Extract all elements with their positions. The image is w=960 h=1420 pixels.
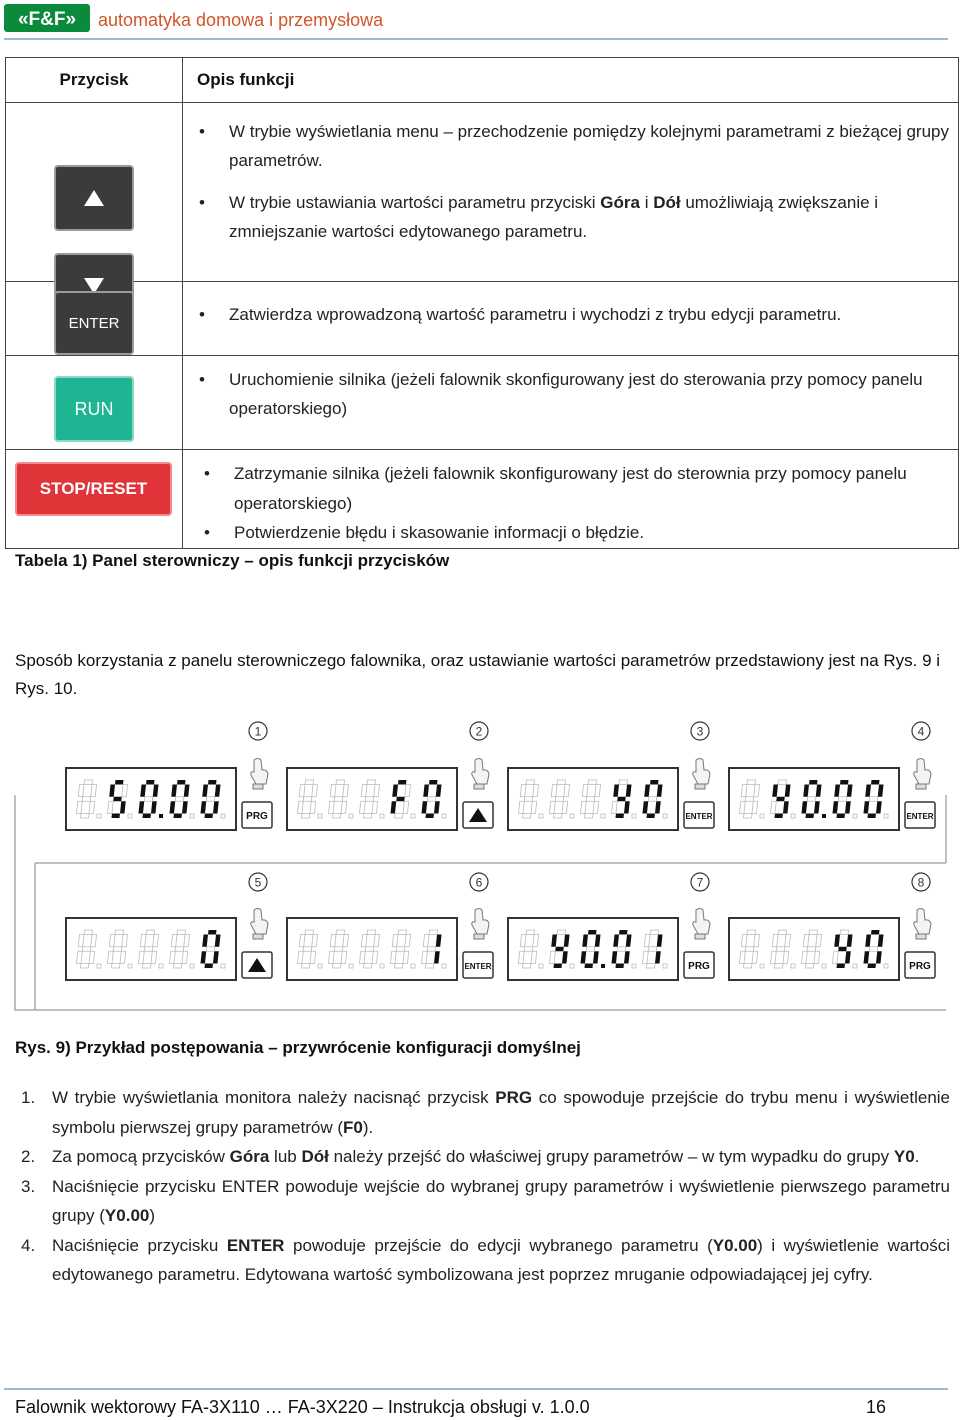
lcd-segment xyxy=(809,780,817,785)
key-label: PRG xyxy=(909,961,931,972)
lcd-segment xyxy=(113,797,121,802)
key-label: ENTER xyxy=(464,962,492,971)
run-key: RUN xyxy=(54,376,134,442)
lcd-segment xyxy=(868,964,876,969)
brand-logo xyxy=(4,4,90,32)
lcd-segment xyxy=(588,930,596,935)
hand-shape xyxy=(251,909,268,935)
lcd-display xyxy=(66,918,236,980)
lcd-segment xyxy=(555,947,563,952)
lcd-segment xyxy=(840,780,848,785)
list-item: • Potwierdzenie błędu i skasowanie informacji o błędzie. xyxy=(234,518,958,548)
lcd-segment xyxy=(205,964,213,969)
lcd-segment xyxy=(650,780,658,785)
table-header-button: Przycisk xyxy=(6,58,183,103)
step-number: 6 xyxy=(475,875,483,890)
step-number: 1. xyxy=(21,1088,36,1107)
lcd-display xyxy=(729,918,899,980)
lcd-segment xyxy=(619,930,627,935)
lcd-dot xyxy=(601,964,605,968)
press-hand-icon xyxy=(472,909,489,940)
lcd-segment xyxy=(174,814,182,819)
step-marker xyxy=(912,722,930,740)
step-marker xyxy=(249,873,267,891)
lcd-display xyxy=(508,768,678,830)
panel-key xyxy=(242,802,272,828)
enter-key: ENTER xyxy=(54,291,134,355)
table-cell-description xyxy=(183,450,959,549)
press-hand-icon xyxy=(914,759,931,790)
table-cell-description xyxy=(183,103,959,282)
hand-shape xyxy=(693,909,710,935)
hand-cuff xyxy=(253,784,263,789)
step-marker xyxy=(691,873,709,891)
lcd-segment xyxy=(871,780,879,785)
table-cell-button xyxy=(6,103,183,282)
lcd-display xyxy=(287,918,457,980)
press-hand-icon xyxy=(693,909,710,940)
instruction-step: 4. Naciśnięcie przycisku ENTER powoduje przejście do edycji wybranego parametru (Y0.00) i wyświetlenie wartości edytowanego parametru. Edytowana wartość symbolizowana jest poprzez mruganie odpowiadającej jej cyfry. xyxy=(15,1231,950,1290)
up-arrow-icon xyxy=(83,189,105,207)
press-hand-icon xyxy=(251,759,268,790)
brand-tagline: automatyka domowa i przemysłowa xyxy=(98,10,384,30)
lcd-frame xyxy=(287,768,457,830)
table-cell-button xyxy=(6,282,183,356)
lcd-segment xyxy=(396,797,404,802)
list-item: • W trybie wyświetlania menu – przechodzenie pomiędzy kolejnymi parametrami z bieżącej grupy parametrów. xyxy=(229,117,958,188)
lcd-segment xyxy=(143,814,151,819)
key-label: ENTER xyxy=(685,812,713,821)
lcd-segment xyxy=(775,814,783,819)
instruction-step: 1. W trybie wyświetlania monitora należy nacisnąć przycisk PRG co spowoduje przejście do trybu menu i wyświetlenie symbolu pierwszej grupy parametrów (F0). xyxy=(15,1083,950,1142)
lcd-segment xyxy=(426,814,434,819)
hand-shape xyxy=(472,759,489,785)
step-marker xyxy=(691,722,709,740)
intro-paragraph: Sposób korzystania z panelu sterowniczego falownika, oraz ustawianie wartości parametrów przedstawiony jest na Rys. 9 i Rys. 10. xyxy=(15,651,941,698)
figure-caption: Rys. 9) Przykład postępowania – przywrócenie konfiguracji domyślnej xyxy=(15,1038,581,1057)
table-cell-description xyxy=(183,282,959,356)
lcd-display xyxy=(508,918,678,980)
table-cell-button xyxy=(6,356,183,450)
lcd-segment xyxy=(208,780,216,785)
lcd-segment xyxy=(837,964,845,969)
lcd-segment xyxy=(115,780,123,785)
lcd-frame xyxy=(508,918,678,980)
press-hand-icon xyxy=(693,759,710,790)
stop-reset-key: STOP/RESET xyxy=(15,462,172,516)
lcd-segment xyxy=(177,780,185,785)
list-item: • Uruchomienie silnika (jeżeli falownik skonfigurowany jest do sterowania przy pomocy panelu operatorskiego) xyxy=(229,365,958,423)
step-number: 8 xyxy=(917,875,925,890)
lcd-frame xyxy=(508,768,678,830)
header-divider xyxy=(4,38,948,40)
hand-shape xyxy=(914,759,931,785)
lcd-display xyxy=(287,768,457,830)
lcd-segment xyxy=(806,814,814,819)
panel-key xyxy=(905,952,935,978)
lcd-segment xyxy=(617,797,625,802)
panel-key xyxy=(684,802,714,828)
lcd-display xyxy=(729,768,899,830)
svg-text:«F&F»: «F&F» xyxy=(17,9,77,30)
hand-shape xyxy=(914,909,931,935)
hand-shape xyxy=(472,909,489,935)
lcd-segment xyxy=(398,780,406,785)
lcd-segment xyxy=(146,780,154,785)
table-cell-button xyxy=(6,450,183,549)
step-number: 3. xyxy=(21,1176,36,1196)
step-marker xyxy=(912,873,930,891)
list-item: • Zatwierdza wprowadzoną wartość parametru i wychodzi z trybu edycji parametru. xyxy=(229,300,958,329)
list-item: • W trybie ustawiania wartości parametru przyciski Góra i Dół umożliwiają zwiększanie i zmniejszanie wartości edytowanego parametru. xyxy=(229,188,958,246)
lcd-segment xyxy=(616,814,624,819)
up-key xyxy=(54,165,134,231)
panel-key xyxy=(463,952,493,978)
hand-shape xyxy=(693,759,710,785)
step-number: 4. xyxy=(21,1235,36,1255)
lcd-segment xyxy=(208,930,216,935)
press-hand-icon xyxy=(251,909,268,940)
lcd-frame xyxy=(287,918,457,980)
step-marker xyxy=(249,722,267,740)
lcd-segment xyxy=(837,814,845,819)
hand-cuff xyxy=(253,934,263,939)
lcd-frame xyxy=(66,768,236,830)
footer-divider xyxy=(4,1388,948,1390)
lcd-segment xyxy=(647,814,655,819)
instruction-list xyxy=(15,1083,950,1290)
lcd-segment xyxy=(554,964,562,969)
hand-cuff xyxy=(916,934,926,939)
hand-shape xyxy=(251,759,268,785)
hand-cuff xyxy=(916,784,926,789)
panel-key xyxy=(905,802,935,828)
instruction-step: 2. Za pomocą przycisków Góra lub Dół należy przejść do właściwej grupy parametrów – w tym wypadku do grupy Y0. xyxy=(15,1142,950,1172)
page-number: 16 xyxy=(866,1397,887,1417)
step-marker xyxy=(470,873,488,891)
step-number: 2 xyxy=(475,724,483,739)
press-hand-icon xyxy=(472,759,489,790)
lcd-segment xyxy=(112,814,120,819)
lcd-segment xyxy=(429,780,437,785)
lcd-frame xyxy=(729,918,899,980)
press-hand-icon xyxy=(914,909,931,940)
step-number: 7 xyxy=(696,875,704,890)
lcd-segment xyxy=(585,964,593,969)
instruction-step: 3. Naciśnięcie przycisku ENTER powoduje wejście do wybranej grupy parametrów i wyświetlenie pierwszego parametru grupy (Y0.00) xyxy=(15,1172,950,1231)
hand-cuff xyxy=(695,934,705,939)
lcd-frame xyxy=(66,918,236,980)
lcd-segment xyxy=(871,930,879,935)
lcd-segment xyxy=(776,797,784,802)
lcd-dot xyxy=(822,814,826,818)
panel-key xyxy=(463,802,493,828)
procedure-figure xyxy=(0,710,960,1020)
lcd-segment xyxy=(205,814,213,819)
lcd-segment xyxy=(838,947,846,952)
step-number: 1 xyxy=(254,724,262,739)
table-header-description: Opis funkcji xyxy=(183,58,959,103)
key-label: PRG xyxy=(688,961,710,972)
key-label: PRG xyxy=(246,811,268,822)
hand-cuff xyxy=(474,784,484,789)
footer-title: Falownik wektorowy FA-3X110 … FA-3X220 – Instrukcja obsługi v. 1.0.0 xyxy=(15,1397,590,1417)
lcd-segment xyxy=(868,814,876,819)
step-number: 5 xyxy=(254,875,262,890)
hand-cuff xyxy=(695,784,705,789)
lcd-segment xyxy=(616,964,624,969)
lcd-dot xyxy=(159,814,163,818)
step-number: 3 xyxy=(696,724,704,739)
panel-key xyxy=(684,952,714,978)
step-number: 4 xyxy=(917,724,925,739)
hand-cuff xyxy=(474,934,484,939)
step-number: 2. xyxy=(21,1147,36,1166)
list-item: • Zatrzymanie silnika (jeżeli falownik skonfigurowany jest do sterownia przy pomocy panelu operatorskiego) xyxy=(234,459,958,518)
lcd-frame xyxy=(729,768,899,830)
table-caption: Tabela 1) Panel sterowniczy – opis funkcji przycisków xyxy=(15,551,450,570)
step-marker xyxy=(470,722,488,740)
table-cell-description xyxy=(183,356,959,450)
panel-key xyxy=(242,952,272,978)
lcd-display xyxy=(66,768,236,830)
key-label: ENTER xyxy=(906,812,934,821)
buttons-function-table xyxy=(5,57,959,549)
